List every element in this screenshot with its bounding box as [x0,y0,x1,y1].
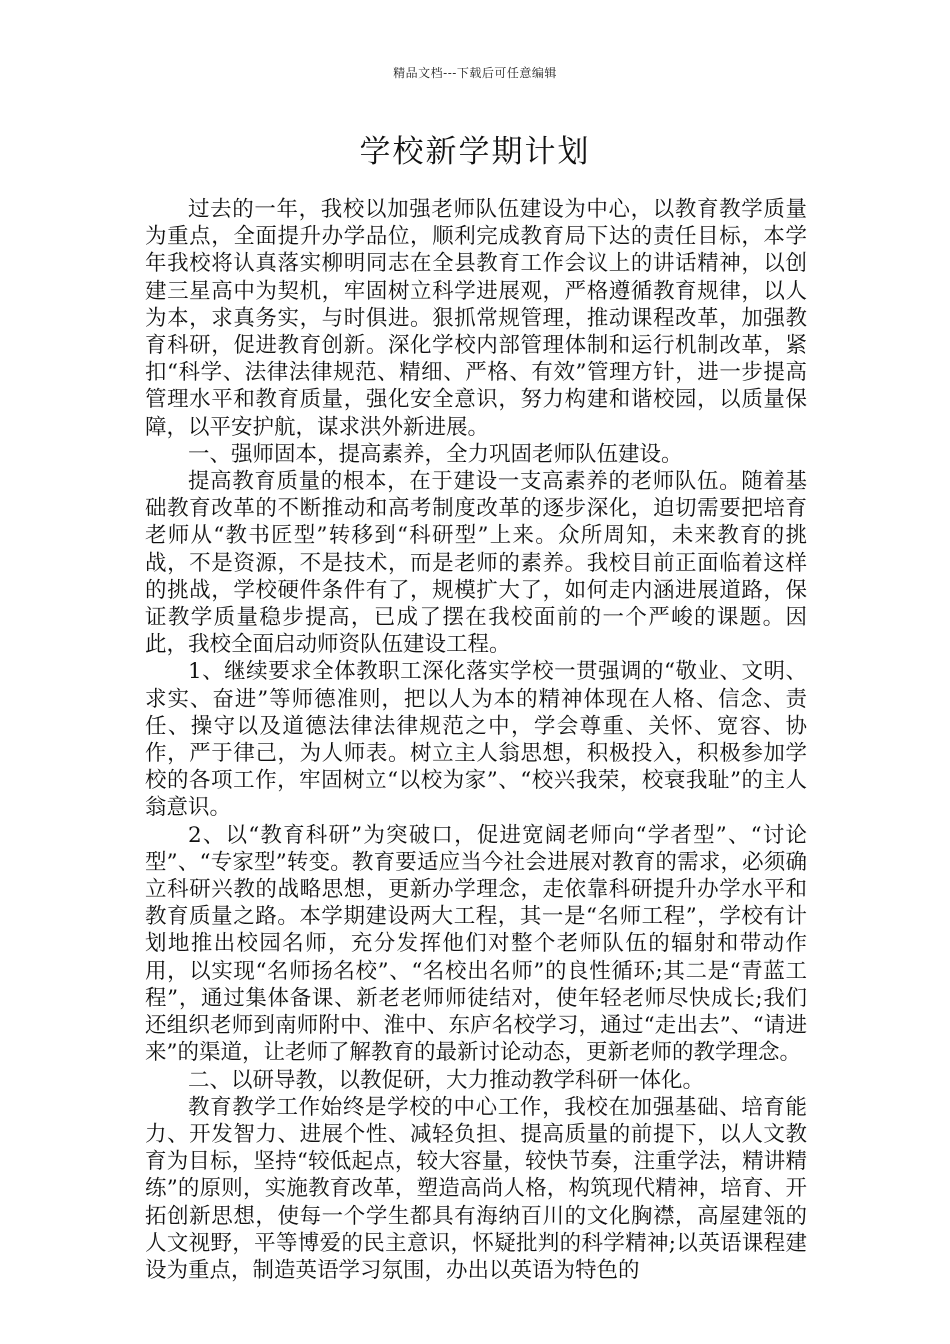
paragraph: 1、继续要求全体教职工深化落实学校一贯强调的“敬业、文明、求实、奋进”等师德准则，把以人为本的精神体现在人格、信念、责任、操守以及道德法律法律规范之中，学会尊重、关怀、宽容、协作，严于律己，为人师表。树立主人翁思想，积极投入，积极参加学校的各项工作，牢固树立“以校为家”、“校兴我荣，校衰我耻”的主人翁意识。 [145,659,807,821]
paragraph: 2、以“教育科研”为突破口，促进宽阔老师向“学者型”、“讨论型”、“专家型”转变。教育要适应当今社会进展对教育的需求，必须确立科研兴教的战略思想，更新办学理念，走依靠科研提升办学水平和教育质量之路。本学期建设两大工程，其一是“名师工程”，学校有计划地推出校园名师，充分发挥他们对整个老师队伍的辐射和带动作用，以实现“名师扬名校”、“名校出名师”的良性循环;其二是“青蓝工程”，通过集体备课、新老老师师徒结对，使年轻老师尽快成长;我们还组织老师到南师附中、淮中、东庐名校学习，通过“走出去”、“请进来”的渠道，让老师了解教育的最新讨论动态，更新老师的教学理念。 [145,822,807,1066]
section-heading-1: 一、强师固本，提高素养，全力巩固老师队伍建设。 [188,441,683,467]
document-body [145,196,807,1284]
header-note: 精品文档---下载后可任意编辑 [393,66,557,80]
paragraph: 提高教育质量的根本，在于建设一支高素养的老师队伍。随着基础教育改革的不断推动和高考制度改革的逐步深化，迫切需要把培育老师从“教书匠型”转移到“科研型”上来。众所周知，未来教育的挑战，不是资源，不是技术，而是老师的素养。我校目前正面临着这样的挑战，学校硬件条件有了，规模扩大了，如何走内涵进展道路，保证教学质量稳步提高，已成了摆在我校面前的一个严峻的课题。因此，我校全面启动师资队伍建设工程。 [145,469,807,658]
paragraph: 教育教学工作始终是学校的中心工作，我校在加强基础、培育能力、开发智力、进展个性、减轻负担、提高质量的前提下，以人文教育为目标，坚持“较低起点，较大容量，较快节奏，注重学法，精讲精练”的原则，实施教育改革，塑造高尚人格，构筑现代精神，培育、开拓创新思想，使每一个学生都具有海纳百川的文化胸襟，高屋建瓴的人文视野，平等博爱的民主意识，怀疑批判的科学精神;以英语课程建设为重点，制造英语学习氛围，办出以英语为特色的 [145,1094,807,1283]
intro-paragraph: 过去的一年，我校以加强老师队伍建设为中心，以教育教学质量为重点，全面提升办学品位，顺利完成教育局下达的责任目标，本学年我校将认真落实柳明同志在全县教育工作会议上的讲话精神，以创建三星高中为契机，牢固树立科学进展观，严格遵循教育规律，以人为本，求真务实，与时俱进。狠抓常规管理，推动课程改革，加强教育科研，促进教育创新。深化学校内部管理体制和运行机制改革，紧扣“科学、法律法律规范、精细、严格、有效”管理方针，进一步提高管理水平和教育质量，强化安全意识，努力构建和谐校园，以质量保障，以平安护航，谋求洪外新进展。 [145,197,807,440]
section-heading-2: 二、以研导教，以教促研，大力推动教学科研一体化。 [188,1067,705,1093]
document-title: 学校新学期计划 [359,134,591,170]
